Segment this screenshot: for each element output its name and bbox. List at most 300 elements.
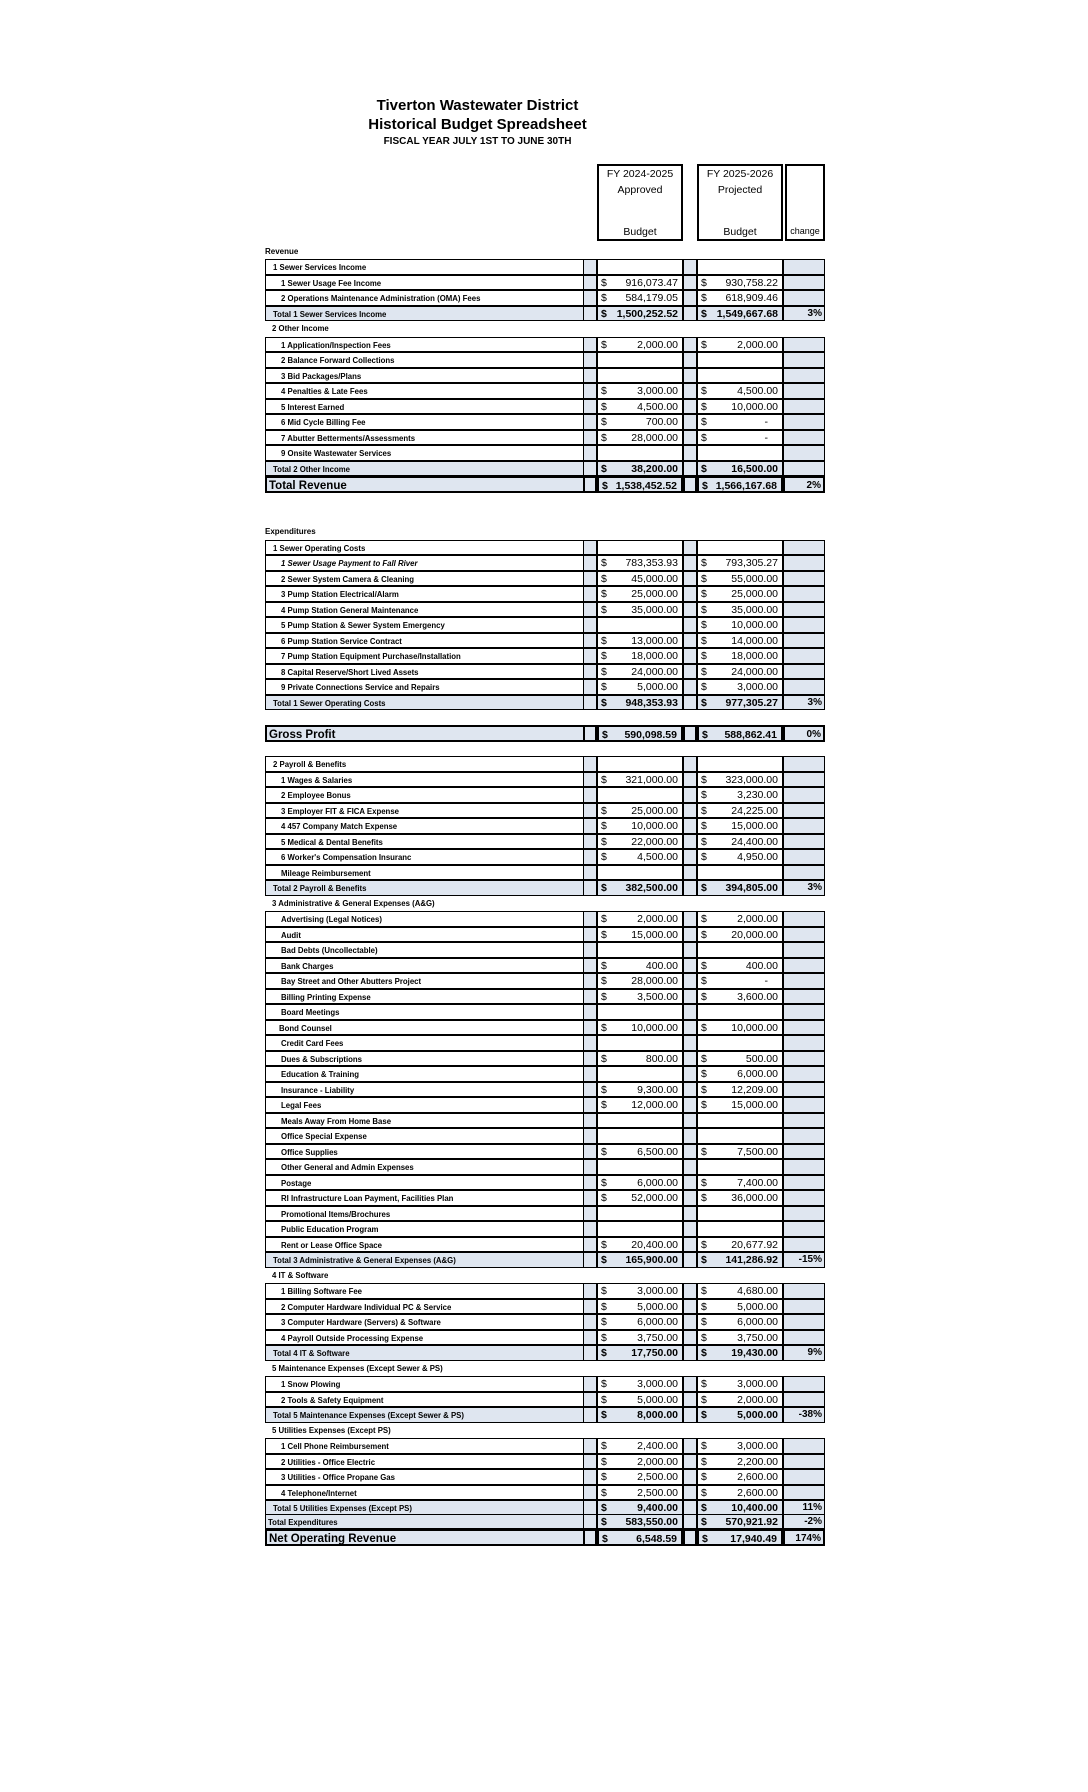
fy2024-cell [597, 787, 683, 803]
fy2025-cell [697, 865, 783, 881]
currency-symbol: $ [601, 1316, 607, 1328]
row-label: 4 Penalties & Late Fees [265, 383, 583, 399]
change-cell [783, 1485, 825, 1501]
amount-value: 18,000.00 [731, 650, 778, 662]
table-row [0, 476, 1088, 493]
spacer-cell [583, 911, 597, 927]
spacer-cell [583, 476, 597, 493]
change-cell [783, 1159, 825, 1175]
currency-symbol: $ [701, 1300, 707, 1313]
fy2025-cell [697, 1514, 783, 1530]
spacer-cell [583, 1113, 597, 1129]
col2-budget: Budget [723, 226, 757, 238]
spacer-cell [583, 259, 597, 275]
table-row [0, 1283, 1088, 1299]
fy2024-cell [597, 540, 683, 556]
fy2024-cell [597, 849, 683, 865]
fy2025-cell [697, 1206, 783, 1222]
fy2024-cell [597, 1392, 683, 1408]
table-row [0, 524, 1088, 540]
spacer-cell [583, 1020, 597, 1036]
spacer-cell [683, 602, 697, 618]
spacer-cell [683, 989, 697, 1005]
spacer-cell [583, 633, 597, 649]
table-row [0, 1514, 1088, 1530]
spacer-cell [583, 1514, 597, 1530]
amount-value: 618,909.46 [725, 292, 778, 304]
amount-value: 3,000.00 [637, 1285, 678, 1297]
amount-value: 15,000.00 [731, 820, 778, 832]
spacer-cell [683, 664, 697, 680]
table-row [0, 383, 1088, 399]
currency-symbol: $ [601, 1238, 607, 1251]
amount-value: 1,566,167.68 [715, 480, 777, 492]
row-label: Office Special Expense [265, 1128, 583, 1144]
row-label: Total 3 Administrative & General Expenses (A&G) [265, 1252, 583, 1268]
currency-symbol: $ [701, 1021, 707, 1034]
currency-symbol: $ [701, 650, 707, 662]
amount-value: 5,000.00 [637, 681, 678, 693]
row-label: 5 Medical & Dental Benefits [265, 834, 583, 850]
fy2025-cell [697, 571, 783, 587]
spacer-cell [583, 1175, 597, 1191]
spacer-cell [583, 1454, 597, 1470]
change-cell: 3% [783, 695, 825, 711]
table-row [0, 290, 1088, 306]
fy2025-cell [697, 555, 783, 571]
spacer-cell [683, 1283, 697, 1299]
amount-value: 10,000.00 [631, 820, 678, 832]
fy2025-cell [697, 1314, 783, 1330]
spacer-cell [583, 927, 597, 943]
amount-value: 13,000.00 [631, 634, 678, 647]
currency-symbol: $ [701, 400, 707, 413]
change-cell [783, 1097, 825, 1113]
table-row [0, 368, 1088, 384]
fy2025-cell [697, 1529, 783, 1546]
table-row [0, 306, 1088, 322]
table-row [0, 244, 1088, 260]
spacer-cell [683, 414, 697, 430]
fy2025-cell [697, 1128, 783, 1144]
fy2025-cell [697, 1407, 783, 1423]
amount-value: 930,758.22 [725, 276, 778, 289]
currency-symbol: $ [701, 1515, 707, 1528]
amount-value: 3,000.00 [637, 385, 678, 397]
spacer-cell [683, 1144, 697, 1160]
fy2025-cell [697, 679, 783, 695]
currency-symbol: $ [701, 292, 707, 304]
fy2024-cell [597, 617, 683, 633]
fy2024-cell [597, 772, 683, 788]
row-label: 6 Mid Cycle Billing Fee [265, 414, 583, 430]
row-label: RI Infrastructure Loan Payment, Facilities Plan [265, 1190, 583, 1206]
row-label: 1 Sewer Usage Payment to Fall River [265, 555, 583, 571]
table-row [0, 679, 1088, 695]
spacer-cell [683, 1206, 697, 1222]
currency-symbol: $ [701, 1502, 707, 1514]
fy2025-cell [697, 586, 783, 602]
spacer-cell [683, 1159, 697, 1175]
change-cell [783, 617, 825, 633]
change-cell [783, 1035, 825, 1051]
currency-symbol: $ [601, 1099, 607, 1111]
amount-value: 165,900.00 [625, 1254, 678, 1266]
currency-symbol: $ [601, 1285, 607, 1297]
spacer-cell [583, 352, 597, 368]
spacer-cell [583, 1221, 597, 1237]
amount-value: - [764, 416, 768, 428]
currency-symbol: $ [701, 804, 707, 817]
row-label: 2 Tools & Safety Equipment [265, 1392, 583, 1408]
amount-value: 583,550.00 [625, 1515, 678, 1528]
table-row [0, 648, 1088, 664]
currency-symbol: $ [601, 665, 607, 678]
change-cell [783, 633, 825, 649]
change-cell [783, 1190, 825, 1206]
amount-value: 35,000.00 [731, 603, 778, 616]
amount-value: 3,000.00 [737, 1378, 778, 1390]
spacer-cell [683, 259, 697, 275]
document-subtitle: Historical Budget Spreadsheet [368, 116, 587, 133]
row-label: 2 Other Income [272, 324, 329, 333]
table-row [0, 1113, 1088, 1129]
spacer-cell [583, 1097, 597, 1113]
spacer-cell [683, 1514, 697, 1530]
spacer-cell [683, 1097, 697, 1113]
row-label: 4 IT & Software [272, 1270, 329, 1280]
change-cell [783, 1221, 825, 1237]
table-row [0, 942, 1088, 958]
fy2025-cell [697, 1190, 783, 1206]
spacer-cell [583, 973, 597, 989]
change-cell [783, 772, 825, 788]
row-label: 4 Telephone/Internet [265, 1485, 583, 1501]
amount-value: 948,353.93 [625, 696, 678, 709]
col1-status: Approved [617, 184, 663, 196]
fy2025-cell [697, 476, 783, 493]
row-label: Insurance - Liability [265, 1082, 583, 1098]
change-cell [783, 1392, 825, 1408]
table-row [0, 958, 1088, 974]
fy2025-cell [697, 383, 783, 399]
amount-value: 2,000.00 [637, 338, 678, 351]
amount-value: 24,225.00 [731, 804, 778, 817]
table-row [0, 555, 1088, 571]
change-cell [783, 834, 825, 850]
currency-symbol: $ [601, 959, 607, 972]
amount-value: 55,000.00 [731, 572, 778, 585]
spacer-cell [583, 1407, 597, 1423]
spacer-cell [683, 571, 697, 587]
table-row [0, 1392, 1088, 1408]
currency-symbol: $ [701, 990, 707, 1003]
currency-symbol: $ [701, 851, 707, 863]
amount-value: 1,549,667.68 [716, 307, 778, 320]
row-label: Total 1 Sewer Operating Costs [265, 695, 583, 711]
spacer-cell [683, 973, 697, 989]
amount-value: 10,000.00 [631, 1021, 678, 1034]
amount-value: 4,500.00 [737, 385, 778, 397]
row-label: Total 4 IT & Software [265, 1345, 583, 1361]
fy2025-cell [697, 1392, 783, 1408]
table-row [0, 259, 1088, 275]
fy2025-cell [697, 352, 783, 368]
amount-value: 916,073.47 [625, 276, 678, 289]
amount-value: 9,300.00 [637, 1083, 678, 1096]
change-cell [783, 1128, 825, 1144]
table-row [0, 1299, 1088, 1315]
spacer-cell [583, 679, 597, 695]
currency-symbol: $ [701, 1176, 707, 1189]
row-label: 9 Private Connections Service and Repairs [265, 679, 583, 695]
fy2024-cell [597, 818, 683, 834]
spacer-cell [683, 540, 697, 556]
spacer-cell [583, 1035, 597, 1051]
fy2024-cell [597, 368, 683, 384]
currency-symbol: $ [601, 307, 607, 320]
table-row [0, 414, 1088, 430]
amount-value: 700.00 [645, 416, 678, 428]
spacer-cell [583, 1529, 597, 1546]
row-label: 2 Computer Hardware Individual PC & Service [265, 1299, 583, 1315]
change-cell [783, 1175, 825, 1191]
fy2025-cell [697, 306, 783, 322]
change-cell [783, 383, 825, 399]
change-cell [783, 1144, 825, 1160]
table-row [0, 1128, 1088, 1144]
change-cell [783, 586, 825, 602]
table-row [0, 1361, 1088, 1377]
amount-value: 3,750.00 [737, 1331, 778, 1344]
fy2025-cell [697, 1454, 783, 1470]
amount-value: 141,286.92 [725, 1254, 778, 1266]
spacer-cell [583, 1469, 597, 1485]
fy2025-cell [697, 1221, 783, 1237]
spacer-cell [583, 1252, 597, 1268]
amount-value: 2,000.00 [637, 1455, 678, 1468]
fy2025-cell [697, 911, 783, 927]
fy2025-cell [697, 1004, 783, 1020]
change-cell: 174% [783, 1529, 825, 1546]
table-row [0, 1051, 1088, 1067]
fy2024-cell [597, 1097, 683, 1113]
spacer-cell [683, 1252, 697, 1268]
change-cell [783, 1066, 825, 1082]
spacer-cell [683, 1314, 697, 1330]
fy2024-cell [597, 383, 683, 399]
spacer-cell [683, 476, 697, 493]
amount-value: 3,230.00 [737, 789, 778, 801]
row-label: 2 Employee Bonus [265, 787, 583, 803]
fy2025-cell [697, 1066, 783, 1082]
spacer-cell [683, 1004, 697, 1020]
spacer-cell [683, 787, 697, 803]
col1-budget: Budget [623, 226, 657, 238]
amount-value: 6,000.00 [637, 1176, 678, 1189]
fy2025-cell [697, 414, 783, 430]
row-label: 1 Application/Inspection Fees [265, 337, 583, 353]
amount-value: 10,000.00 [731, 400, 778, 413]
fy2024-cell [597, 1020, 683, 1036]
amount-value: 20,677.92 [731, 1238, 778, 1251]
change-cell [783, 664, 825, 680]
currency-symbol: $ [601, 1021, 607, 1034]
spacer-cell [683, 461, 697, 477]
change-cell: 3% [783, 306, 825, 322]
currency-symbol: $ [701, 462, 707, 475]
row-label: 1 Sewer Operating Costs [265, 540, 583, 556]
currency-symbol: $ [601, 1378, 607, 1390]
fy2024-cell [597, 1004, 683, 1020]
fy2025-cell [697, 648, 783, 664]
fy2024-cell [597, 1206, 683, 1222]
row-label: 2 Operations Maintenance Administration (OMA) Fees [265, 290, 583, 306]
amount-value: 5,000.00 [737, 1300, 778, 1313]
change-cell [783, 461, 825, 477]
row-label: 3 Bid Packages/Plans [265, 368, 583, 384]
fy2024-cell [597, 1221, 683, 1237]
fy2025-cell [697, 1051, 783, 1067]
row-label: Board Meetings [265, 1004, 583, 1020]
table-row [0, 834, 1088, 850]
spacer-cell [583, 1051, 597, 1067]
row-label: 8 Capital Reserve/Short Lived Assets [265, 664, 583, 680]
currency-symbol: $ [601, 416, 607, 428]
currency-symbol: $ [701, 696, 707, 709]
fy2025-cell [697, 1035, 783, 1051]
fy2024-cell [597, 1252, 683, 1268]
change-cell [783, 1082, 825, 1098]
fy2025-cell [697, 1020, 783, 1036]
spacer-cell [683, 725, 697, 742]
spacer-cell [683, 383, 697, 399]
fy2025-cell [697, 540, 783, 556]
amount-value: 7,500.00 [737, 1145, 778, 1158]
spacer-cell [583, 461, 597, 477]
change-cell [783, 414, 825, 430]
fy2025-cell [697, 756, 783, 772]
spacer-cell [683, 772, 697, 788]
row-label: Meals Away From Home Base [265, 1113, 583, 1129]
spacer-cell [583, 1066, 597, 1082]
spacer-cell [583, 1206, 597, 1222]
row-label: Credit Card Fees [265, 1035, 583, 1051]
change-cell [783, 275, 825, 291]
fy2025-cell [697, 1252, 783, 1268]
spacer-cell [583, 540, 597, 556]
amount-value: 22,000.00 [631, 835, 678, 848]
row-label: Total 1 Sewer Services Income [265, 306, 583, 322]
change-cell [783, 787, 825, 803]
amount-value: 800.00 [645, 1052, 678, 1065]
fy2024-cell [597, 1190, 683, 1206]
table-row [0, 1082, 1088, 1098]
amount-value: 3,000.00 [737, 681, 778, 693]
fy2025-cell [697, 942, 783, 958]
fy2025-cell [697, 602, 783, 618]
spacer-cell [683, 1237, 697, 1253]
amount-value: 3,750.00 [637, 1331, 678, 1344]
amount-value: 15,000.00 [631, 928, 678, 941]
row-label: Total Expenditures [265, 1514, 583, 1530]
spacer-cell [583, 1128, 597, 1144]
table-row [0, 461, 1088, 477]
currency-symbol: $ [601, 882, 607, 894]
fy2024-cell [597, 695, 683, 711]
currency-symbol: $ [601, 820, 607, 832]
row-label: 3 Employer FIT & FICA Expense [265, 803, 583, 819]
currency-symbol: $ [701, 1145, 707, 1158]
amount-value: 7,400.00 [737, 1176, 778, 1189]
row-label: Public Education Program [265, 1221, 583, 1237]
spacer-cell [583, 1376, 597, 1392]
currency-symbol: $ [701, 1192, 707, 1204]
table-row [0, 571, 1088, 587]
fy2024-cell [597, 679, 683, 695]
col2-year: FY 2025-2026 [706, 168, 774, 180]
fy2024-cell [597, 664, 683, 680]
amount-value: 6,000.00 [737, 1068, 778, 1080]
amount-value: 19,430.00 [731, 1347, 778, 1359]
fy2024-cell [597, 1454, 683, 1470]
spacer-cell [583, 586, 597, 602]
amount-value: 16,500.00 [731, 462, 778, 475]
fy2025-cell [697, 1144, 783, 1160]
spacer-cell [583, 865, 597, 881]
row-label: 1 Wages & Salaries [265, 772, 583, 788]
fy2024-cell [597, 1159, 683, 1175]
amount-value: 24,400.00 [731, 835, 778, 848]
fy2024-cell [597, 1237, 683, 1253]
currency-symbol: $ [601, 1083, 607, 1096]
amount-value: - [764, 431, 768, 444]
fy2025-cell [697, 368, 783, 384]
row-label: Office Supplies [265, 1144, 583, 1160]
amount-value: 24,000.00 [731, 665, 778, 678]
currency-symbol: $ [601, 431, 607, 444]
table-row [0, 430, 1088, 446]
currency-symbol: $ [701, 1254, 707, 1266]
fy2024-cell [597, 1299, 683, 1315]
currency-symbol: $ [601, 462, 607, 475]
spacer-cell [683, 911, 697, 927]
amount-value: 977,305.27 [725, 696, 778, 709]
change-cell [783, 1004, 825, 1020]
fy2025-cell [697, 973, 783, 989]
spacer-cell [583, 1237, 597, 1253]
row-label: 1 Snow Plowing [265, 1376, 583, 1392]
amount-value: 20,400.00 [631, 1238, 678, 1251]
spacer-cell [683, 1128, 697, 1144]
fy2024-cell [597, 337, 683, 353]
table-row [0, 1175, 1088, 1191]
fy2025-cell [697, 1438, 783, 1454]
currency-symbol: $ [701, 820, 707, 832]
table-row [0, 540, 1088, 556]
currency-symbol: $ [702, 1533, 708, 1545]
spacer-cell [683, 927, 697, 943]
currency-symbol: $ [601, 650, 607, 662]
spacer-cell [683, 1299, 697, 1315]
change-cell [783, 602, 825, 618]
spacer-cell [583, 958, 597, 974]
fy2025-cell [697, 927, 783, 943]
spacer-cell [583, 1004, 597, 1020]
amount-value: 2,000.00 [737, 338, 778, 351]
currency-symbol: $ [601, 773, 607, 786]
fy2024-cell [597, 1035, 683, 1051]
